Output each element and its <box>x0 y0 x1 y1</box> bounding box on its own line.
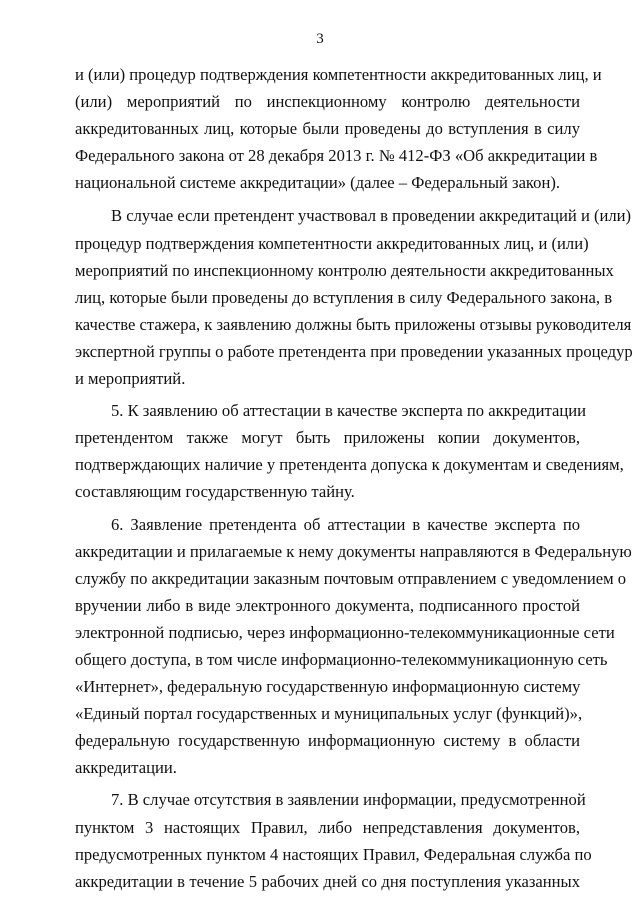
page-number: 3 <box>316 31 324 47</box>
text-line: федеральную государственную информационную систему в области <box>75 731 580 751</box>
text-line: общего доступа, в том числе информационно-телекоммуникационную сеть <box>75 649 608 669</box>
paragraph-item-5 <box>75 397 624 505</box>
text-line: электронной подписью, через информационно-телекоммуникационные сети <box>75 622 615 642</box>
text-line: аккредитованных лиц, которые были проведены до вступления в силу <box>75 119 580 139</box>
text-line: 5. К заявлению об аттестации в качестве эксперта по аккредитации <box>111 401 586 421</box>
text-line: экспертной группы о работе претендента при проведении указанных процедур <box>75 341 633 361</box>
text-line: и (или) процедур подтверждения компетентности аккредитованных лиц, и <box>75 65 602 84</box>
text-line: мероприятий по инспекционному контролю деятельности аккредитованных <box>75 260 614 280</box>
text-line: Федерального закона от 28 декабря 2013 г. № 412-ФЗ «Об аккредитации в <box>75 146 598 166</box>
document-body <box>75 61 633 895</box>
paragraph-continuation <box>75 61 602 196</box>
text-line: В случае если претендент участвовал в проведении аккредитаций и (или) <box>111 206 632 226</box>
paragraph-item-7 <box>75 786 592 894</box>
text-line: претендентом также могут быть приложены копии документов, <box>75 428 580 448</box>
text-line: 6. Заявление претендента об аттестации в качестве эксперта по <box>111 514 580 534</box>
text-line: составляющим государственную тайну. <box>75 482 355 502</box>
text-line: предусмотренных пунктом 4 настоящих Правил, Федеральная служба по <box>75 844 592 864</box>
text-line: аккредитации. <box>75 758 177 778</box>
text-line: пунктом 3 настоящих Правил, либо непредставления документов, <box>75 817 580 837</box>
text-line: аккредитации в течение 5 рабочих дней со дня поступления указанных <box>75 871 580 891</box>
text-line: национальной системе аккредитации» (далее – Федеральный закон). <box>75 173 561 193</box>
text-line: подтверждающих наличие у претендента допуска к документам и сведениям, <box>75 455 624 475</box>
text-line: службу по аккредитации заказным почтовым отправлением с уведомлением о <box>75 568 627 588</box>
text-line: аккредитации и прилагаемые к нему документы направляются в Федеральную <box>75 541 632 561</box>
text-line: вручении либо в виде электронного документа, подписанного простой <box>75 595 580 615</box>
text-line: процедур подтверждения компетентности аккредитованных лиц, и (или) <box>75 233 589 253</box>
text-line: «Единый портал государственных и муниципальных услуг (функций)», <box>75 704 583 724</box>
text-line: 7. В случае отсутствия в заявлении информации, предусмотренной <box>111 790 586 810</box>
paragraph-item-6 <box>75 511 632 782</box>
paragraph-trainee <box>75 202 633 392</box>
text-line: (или) мероприятий по инспекционному контролю деятельности <box>75 92 580 112</box>
text-line: лиц, которые были проведены до вступления в силу Федерального закона, в <box>75 287 613 307</box>
text-line: и мероприятий. <box>75 369 186 389</box>
text-line: «Интернет», федеральную государственную информационную систему <box>75 677 581 697</box>
text-line: качестве стажера, к заявлению должны быть приложены отзывы руководителя <box>75 314 632 334</box>
